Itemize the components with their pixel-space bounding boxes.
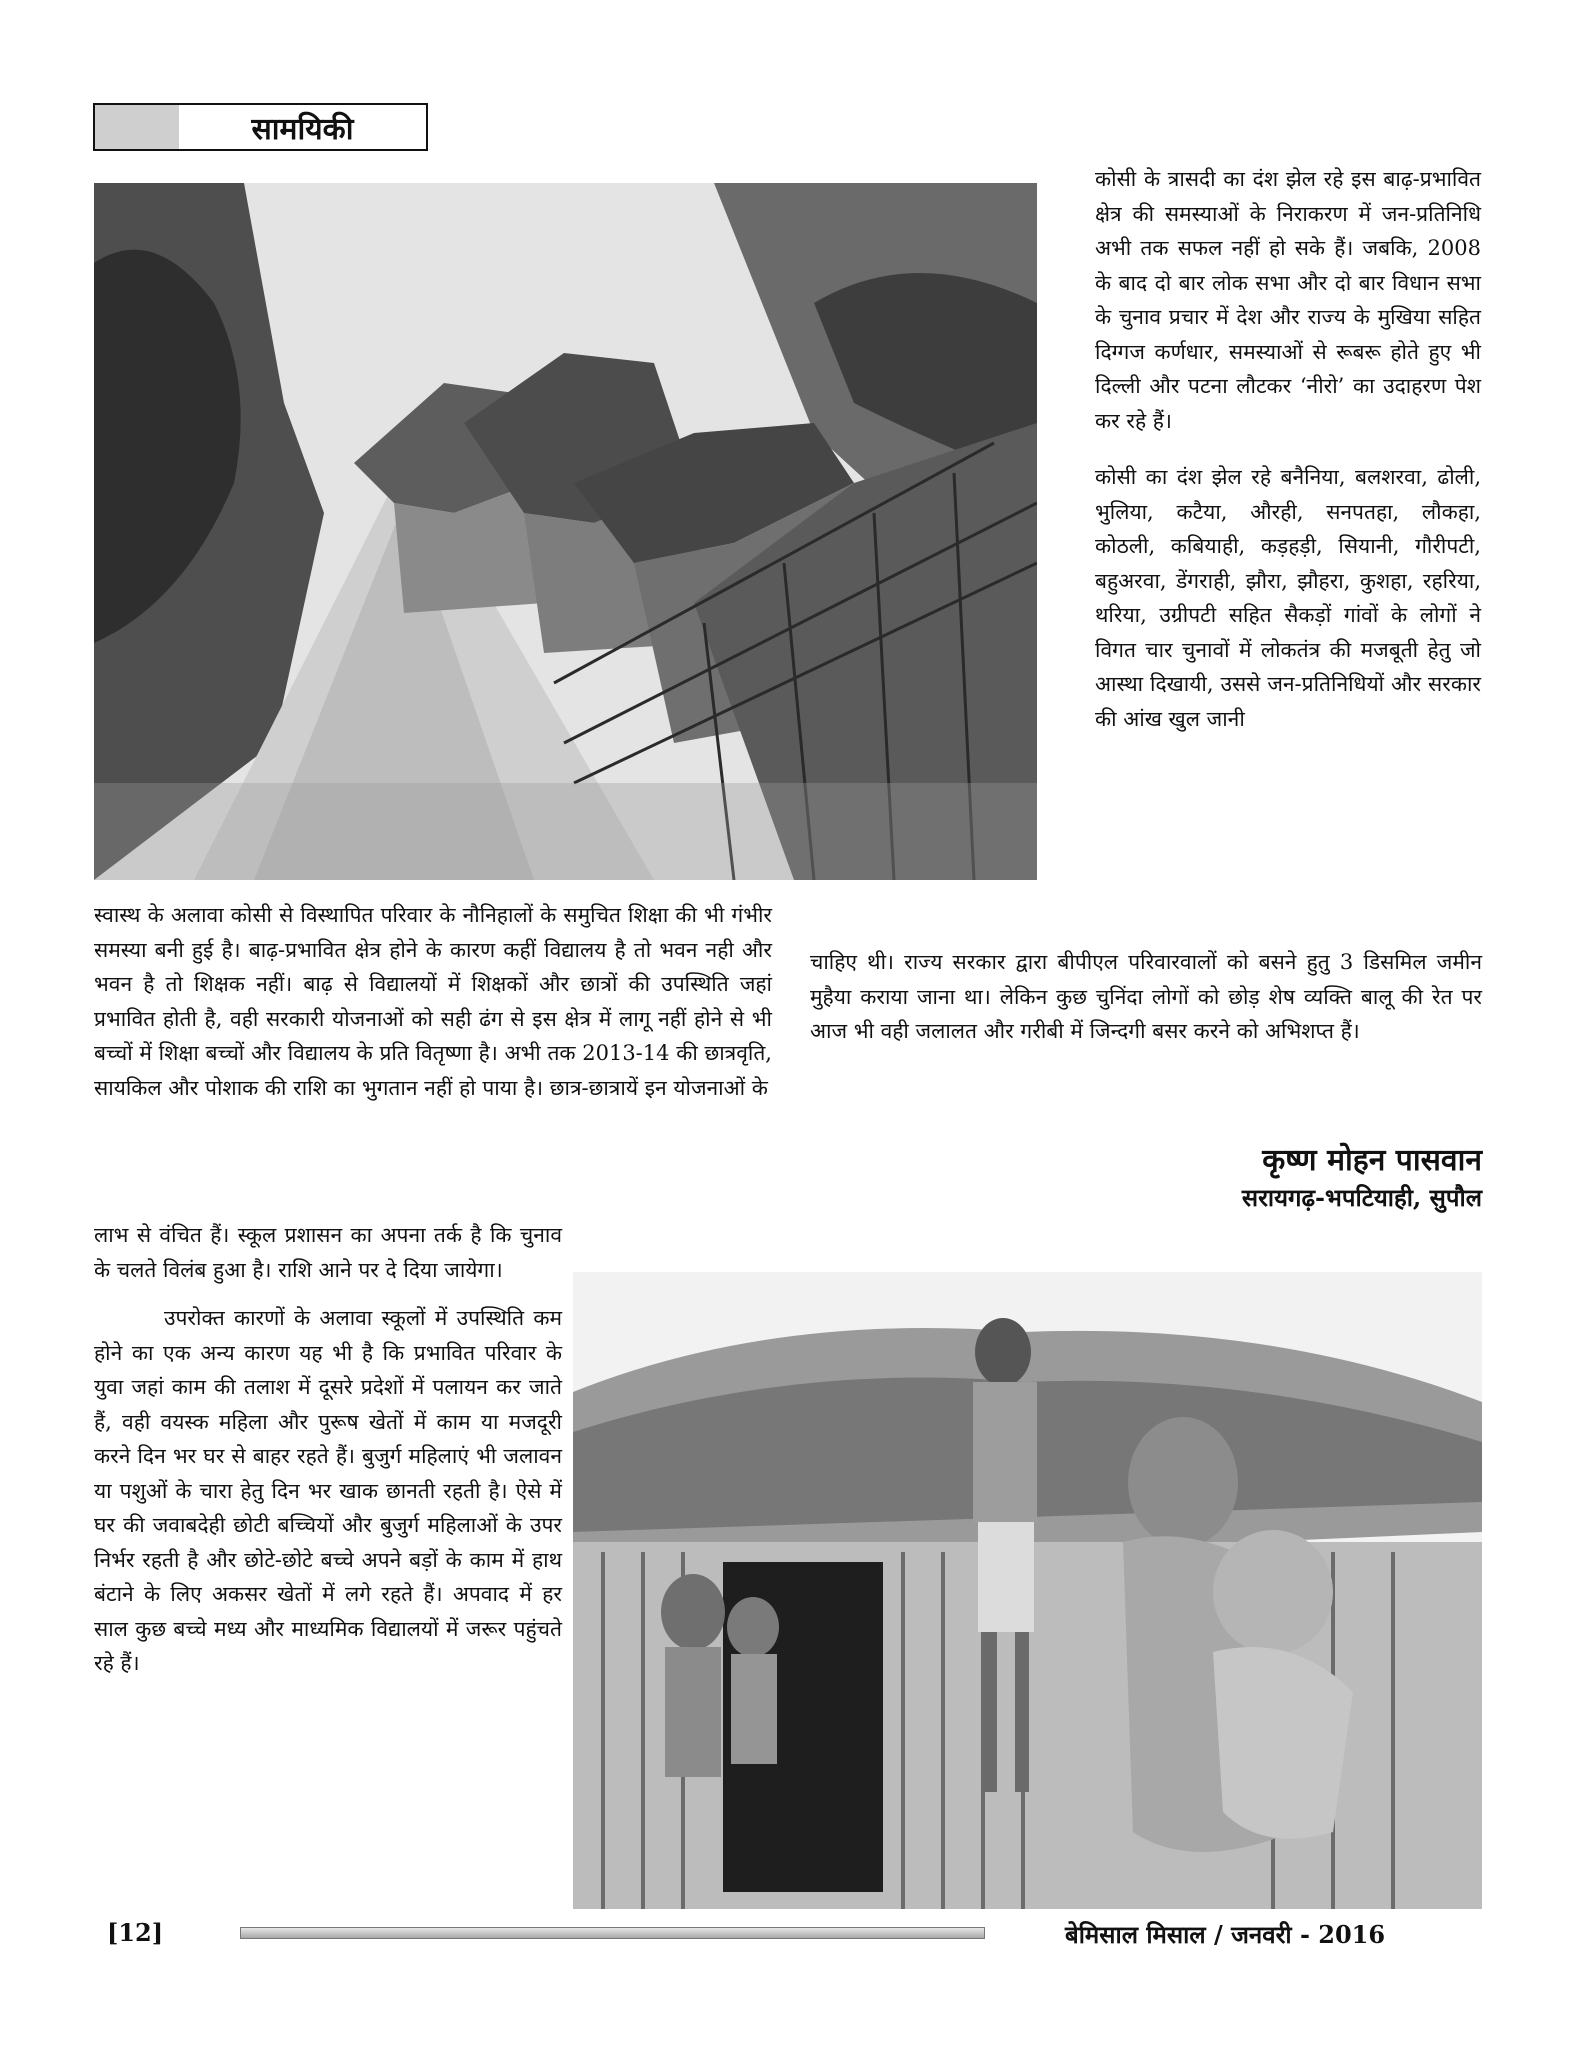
article-paragraph: चाहिए थी। राज्य सरकार द्वारा बीपीएल परिवारवालों को बसने हुतु 3 डिसमिल जमीन मुहैया कराया जाना था। लेकिन कुछ चुनिंदा लोगों को छोड़ शेष व्यक्ति बालू की रेत पर आज भी वही जलालत और गरीबी में जिन्दगी बसर करने को अभिशप्त हैं। (810, 950, 1482, 1043)
author-name: कृष्ण मोहन पासवान (1262, 1143, 1482, 1178)
photo-village-lane (94, 183, 1037, 880)
right-column-text (1095, 162, 1481, 736)
left-column-lower-text (94, 1218, 562, 1681)
right-column-continuation (810, 945, 1482, 1049)
article-paragraph: कोसी का दंश झेल रहे बनैनिया, बलशरवा, ढोली, भुलिया, कटैया, औरही, सनपतहा, लौकहा, कोठली, कबियाही, कड़हड़ी, सियानी, गौरीपटी, बहुअरवा, डेंगराही, झौरा, झौहरा, कुशहा, रहरिया, थरिया, उग्रीपटी सहित सैकड़ों गांवों के लोगों ने विगत चार चुनावों में लोकतंत्र की मजबूती हेतु जो आस्था दिखायी, उससे जन-प्रतिनिधियों और सरकार की आंख खुल जानी (1095, 465, 1481, 731)
article-paragraph: उपरोक्त कारणों के अलावा स्कूलों में उपस्थिति कम होने का एक अन्य कारण यह भी है कि प्रभावित परिवार के युवा जहां काम की तलाश में दूसरे प्रदेशों में पलायन कर जाते हैं, वही वयस्क महिला और पुरूष खेतों में काम या मजदूरी करने दिन भर घर से बाहर रहते हैं। बुजुर्ग महिलाएं भी जलावन या पशुओं के चारा हेतु दिन भर खाक छानती रहती है। ऐसे में घर की जवाबदेही छोटी बच्चियों और बुजुर्ग महिलाओं के उपर निर्भर रहती है और छोटे-छोटे बच्चे अपने बड़ों के काम में हाथ बंटाने के लिए अकसर खेतों में लगे रहते हैं। अपवाद में हर साल कुछ बच्चे मध्य और माध्यमिक विद्यालयों में जरूर पहुंचते रहे हैं। (94, 1306, 562, 1675)
article-paragraph: स्वास्थ के अलावा कोसी से विस्थापित परिवार के नौनिहालों के समुचित शिक्षा की भी गंभीर समस्या बनी हुई है। बाढ़-प्रभावित क्षेत्र होने के कारण कहीं विद्यालय है तो भवन नही और भवन है तो शिक्षक नहीं। बाढ़ से विद्यालयों में शिक्षकों और छात्रों की उपस्थिति जहां प्रभावित होती है, वही सरकारी योजनाओं को सही ढंग से इस क्षेत्र में लागू नहीं होने से भी बच्चों में शिक्षा बच्चों और विद्यालय के प्रति वितृष्णा है। अभी तक 2013-14 की छात्रवृति, सायकिल और पोशाक की राशि का भुगतान नहीं हो पाया है। छात्र-छात्रायें इन योजनाओं के (94, 903, 772, 1100)
family-hut-illustration (573, 1272, 1482, 1909)
article-paragraph: कोसी के त्रासदी का दंश झेल रहे इस बाढ़-प्रभावित क्षेत्र की समस्याओं के निराकरण में जन-प्रतिनिधि अभी तक सफल नहीं हो सके हैं। जबकि, 2008 के बाद दो बार लोक सभा और दो बार विधान सभा के चुनाव प्रचार में देश और राज्य के मुखिया सहित दिग्गज कर्णधार, समस्याओं से रूबरू होते हुए भी दिल्ली और पटना लौटकर ‘नीरो’ का उदाहरण पेश कर रहे हैं। (1095, 167, 1481, 433)
section-label: सामयिकी (251, 111, 354, 147)
village-lane-illustration (94, 183, 1037, 880)
left-column-text (94, 898, 772, 1105)
article-paragraph: लाभ से वंचित हैं। स्कूल प्रशासन का अपना तर्क है कि चुनाव के चलते विलंब हुआ है। राशि आने पर दे दिया जायेगा। (94, 1223, 562, 1282)
publication-name: बेमिसाल मिसाल / जनवरी - 2016 (1065, 1920, 1386, 1949)
photo-family-hut (573, 1272, 1482, 1909)
footer-rule (240, 1927, 985, 1939)
section-header-shade (95, 105, 179, 149)
author-byline (1000, 1138, 1482, 1214)
section-header (93, 103, 428, 151)
page-number: [12] (107, 1918, 164, 1947)
author-place: सरायगढ़-भपटियाही, सुपौल (1241, 1183, 1482, 1212)
